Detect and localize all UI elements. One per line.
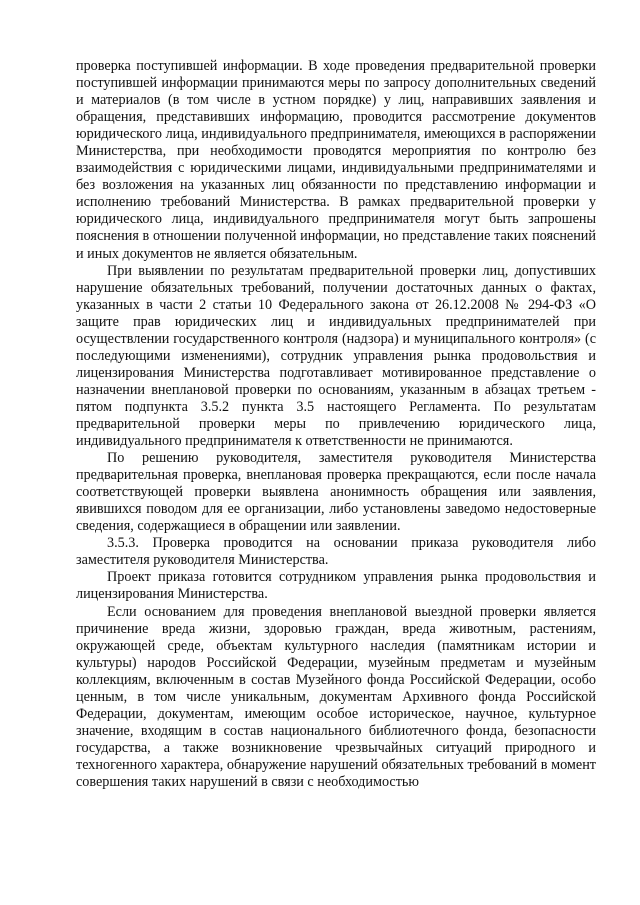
- paragraph-4: 3.5.3. Проверка проводится на основании приказа руководителя либо заместителя руководителя Министерства.: [76, 535, 596, 569]
- document-page: [76, 58, 596, 791]
- paragraph-5: Проект приказа готовится сотрудником управления рынка продовольствия и лицензирования Министерства.: [76, 569, 596, 603]
- paragraph-3: По решению руководителя, заместителя руководителя Министерства предварительная проверка, внеплановая проверка прекращаются, если после начала соответствующей проверки выявлена анонимность обращения или заявления, явившихся поводом для ее организации, либо установлены заведомо недостоверные сведения, содержащиеся в обращении или заявлении.: [76, 450, 596, 535]
- paragraph-1: проверка поступившей информации. В ходе проведения предварительной проверки поступившей информации принимаются меры по запросу дополнительных сведений и материалов (в том числе в устном порядке) у лиц, направивших заявления и обращения, представивших информацию, проводится рассмотрение документов юридического лица, индивидуального предпринимателя, имеющихся в распоряжении Министерства, при необходимости проводятся мероприятия по контролю без взаимодействия с юридическими лицами, индивидуальными предпринимателями и без возложения на указанных лиц обязанности по представлению информации и исполнению требований Министерства. В рамках предварительной проверки у юридического лица, индивидуального предпринимателя могут быть запрошены пояснения в отношении полученной информации, но представление таких пояснений и иных документов не является обязательным.: [76, 58, 596, 262]
- paragraph-6: Если основанием для проведения внеплановой выездной проверки является причинение вреда жизни, здоровью граждан, вреда животным, растениям, окружающей среде, объектам культурного наследия (памятникам истории и культуры) народов Российской Федерации, музейным предметам и музейным коллекциям, включенным в состав Музейного фонда Российской Федерации, особо ценным, в том числе уникальным, документам Архивного фонда Российской Федерации, документам, имеющим особое историческое, научное, культурное значение, входящим в состав национального библиотечного фонда, безопасности государства, а также возникновение чрезвычайных ситуаций природного и техногенного характера, обнаружение нарушений обязательных требований в момент совершения таких нарушений в связи с необходимостью: [76, 603, 596, 790]
- paragraph-2: При выявлении по результатам предварительной проверки лиц, допустивших нарушение обязательных требований, получении достаточных данных о фактах, указанных в части 2 статьи 10 Федерального закона от 26.12.2008 № 294-ФЗ «О защите прав юридических лиц и индивидуальных предпринимателей при осуществлении государственного контроля (надзора) и муниципального контроля» (с последующими изменениями), сотрудник управления рынка продовольствия и лицензирования Министерства подготавливает мотивированное представление о назначении внеплановой проверки по основаниям, указанным в абзацах третьем - пятом подпункта 3.5.2 пункта 3.5 настоящего Регламента. По результатам предварительной проверки меры по привлечению юридического лица, индивидуального предпринимателя к ответственности не принимаются.: [76, 262, 596, 450]
